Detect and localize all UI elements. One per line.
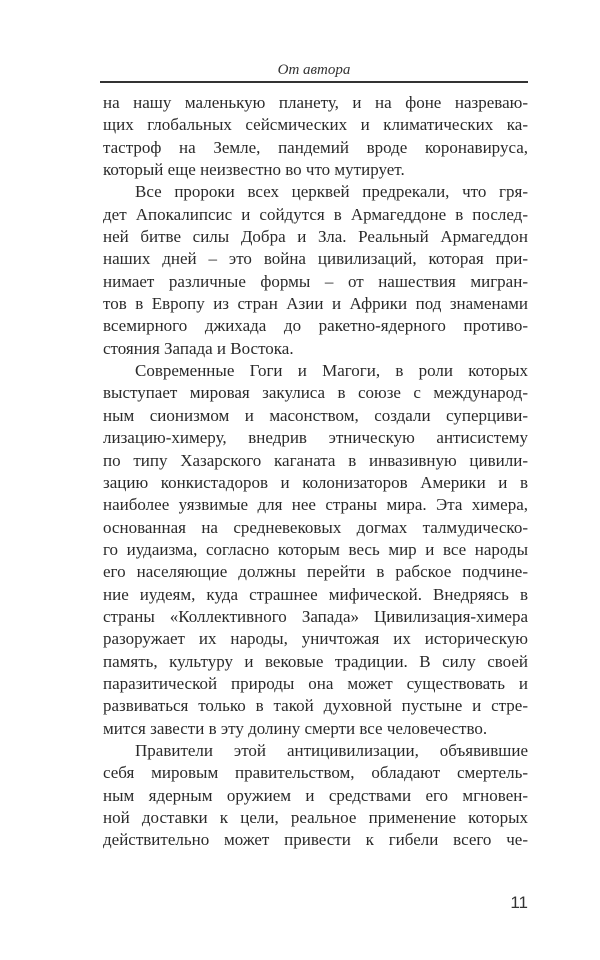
text-line: мится завести в эту долину смерти все человечество. (103, 718, 488, 738)
text-line: тастроф на Земле, пандемий вроде коронавируса, (103, 137, 528, 157)
text-line: действительно может привести к гибели всего че- (103, 830, 528, 850)
text-line: паразитической природы она может существовать и (103, 673, 528, 693)
text-line: себя мировым правительством, обладают смертель- (103, 763, 528, 783)
text-line: наиболее уязвимые для нее страны мира. Эта химера, (103, 495, 528, 515)
text-line: тов в Европу из стран Азии и Африки под знаменами (103, 294, 528, 314)
text-line: лизацию-химеру, внедрив этническую антисистему (103, 428, 528, 448)
text-line: наших дней – это война цивилизаций, которая при- (103, 249, 528, 269)
text-line: ной доставки к цели, реальное применение которых (103, 808, 528, 827)
text-line: Все пророки всех церквей предрекали, что гря- (135, 182, 528, 202)
text-line: ным ядерным оружием и средствами его мгновен- (103, 785, 528, 805)
text-line: память, культуру и вековые традиции. В силу своей (103, 651, 528, 671)
text-line: выступает мировая закулиса в союзе с международ- (103, 383, 528, 403)
text-line: по типу Хазарского каганата в инвазивную цивили- (103, 450, 528, 470)
text-line: который еще неизвестно во что мутирует. (103, 160, 405, 180)
text-line: дет Апокалипсис и сойдутся в Армагеддоне в послед- (103, 204, 528, 224)
text-line: основанная на средневековых догмах талмудическо- (103, 517, 528, 537)
text-line: нимает различные формы – от нашествия мигран- (103, 271, 528, 291)
text-line: зацию конкистадоров и колонизаторов Америки и в (103, 472, 528, 492)
text-line: его населяющие должны перейти в рабское подчине- (103, 562, 528, 582)
text-line: щих глобальных сейсмических и климатических ка- (103, 115, 528, 135)
text-line: ней битве силы Добра и Зла. Реальный Армагеддон (103, 227, 528, 247)
text-line: Современные Гоги и Магоги, в роли которых (135, 361, 528, 381)
text-line: стояния Запада и Востока. (103, 338, 294, 358)
text-line: ние иудеям, куда страшнее мифической. Внедряясь в (103, 584, 528, 604)
text-line: го иудаизма, согласно которым весь мир и все народы (103, 539, 528, 559)
text-line: на нашу маленькую планету, и на фоне назреваю- (103, 93, 528, 112)
page-number: 11 (510, 893, 528, 912)
header-rule (100, 81, 528, 83)
text-line: развиваться только в такой духовной пустыне и стре- (103, 696, 528, 716)
text-line: разоружает их народы, уничтожая их историческую (103, 629, 528, 649)
text-line: всемирного джихада до ракетно-ядерного противо- (103, 316, 528, 336)
body-text (103, 92, 528, 852)
text-line: страны «Коллективного Запада» Цивилизация-химера (103, 606, 528, 626)
running-head: От автора (277, 62, 351, 78)
text-line: Правители этой антицивилизации, объявившие (135, 740, 528, 760)
text-line: ным сионизмом и масонством, создали суперциви- (103, 405, 528, 425)
